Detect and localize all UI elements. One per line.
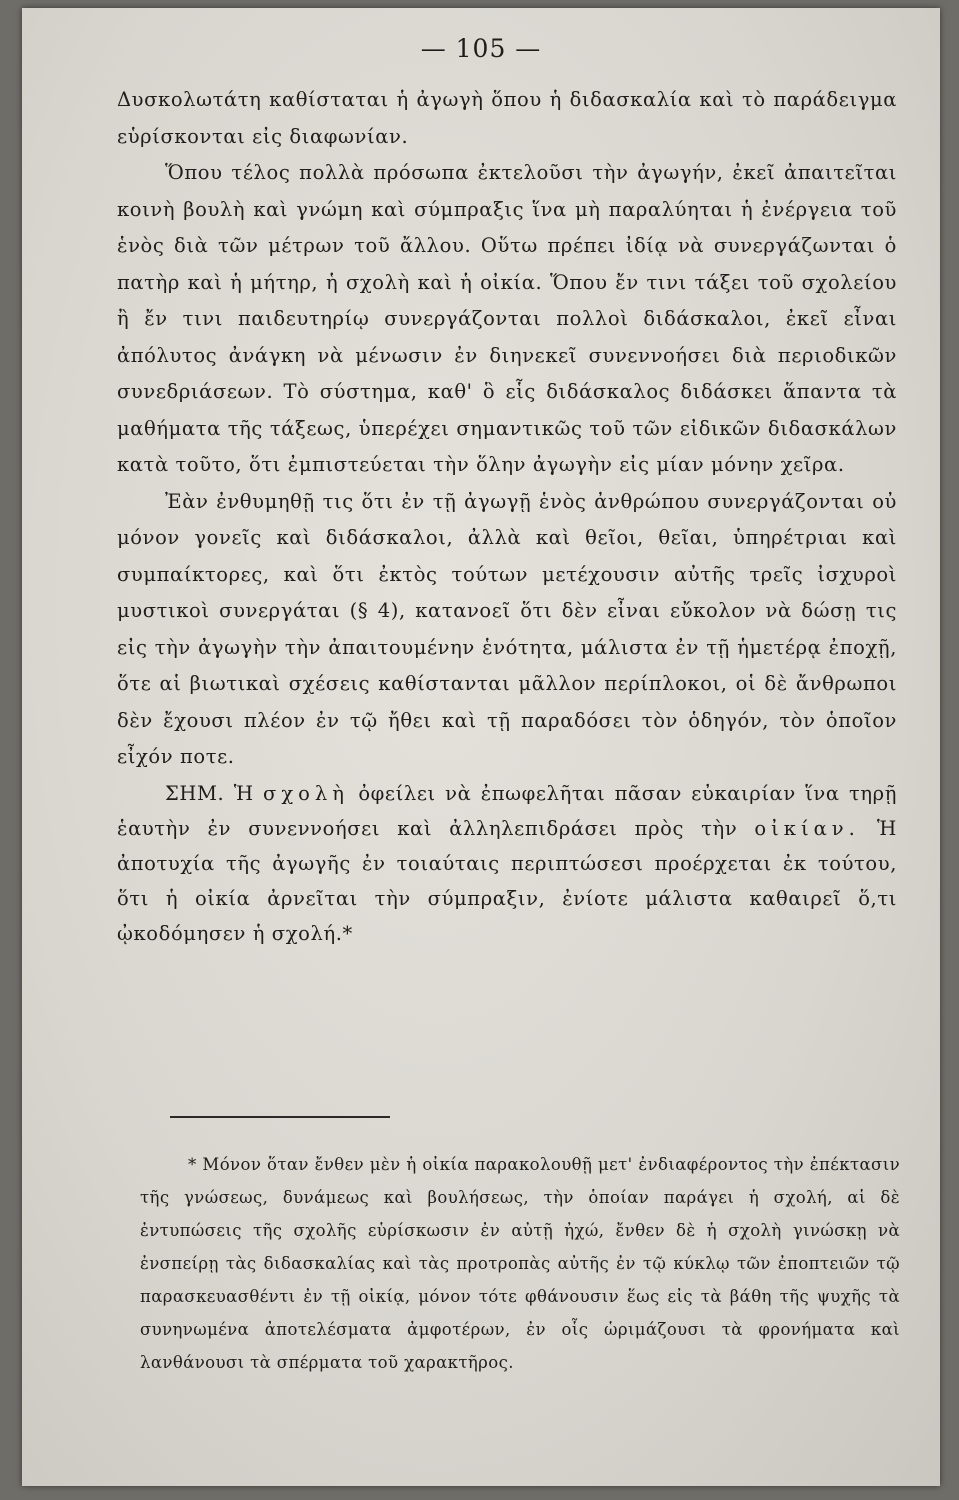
note-text-1: Ἡ xyxy=(233,781,254,805)
note-spaced-home: οἰκίαν. xyxy=(754,816,860,840)
paragraph-2: Ὅπου τέλος πολλὰ πρόσωπα ἐκτελοῦσι τὴν ἀγωγήν, ἐκεῖ ἀπαιτεῖται κοινὴ βουλὴ καὶ γνώμη καὶ σύμπραξις ἵνα μὴ παραλύηται ἡ ἐνέργεια τοῦ ἑνὸς διὰ τῶν μέτρων τοῦ ἄλλου. Οὕτω πρέπει ἰδίᾳ νὰ συνεργάζωνται ὁ πατὴρ καὶ ἡ μήτηρ, ἡ σχολὴ καὶ ἡ οἰκία. Ὅπου ἔν τινι τάξει τοῦ σχολείου ἢ ἔν τινι παιδευτηρίῳ συνεργάζονται πολλοὶ διδάσκαλοι, ἐκεῖ εἶναι ἀπόλυτος ἀνάγκη νὰ μένωσιν ἐν διηνεκεῖ συνεννοήσει διὰ περιοδικῶν συνεδριάσεων. Τὸ σύστημα, καθ' ὃ εἷς διδάσκαλος διδάσκει ἅπαντα τὰ μαθήματα τῆς τάξεως, ὑπερέχει σημαντικῶς τοῦ τῶν εἰδικῶν διδασκάλων κατὰ τοῦτο, ὅτι ἐμπιστεύεται τὴν ὅλην ἀγωγὴν εἰς μίαν μόνην χεῖρα. xyxy=(117,161,897,476)
note-text-2: ὀφείλει νὰ ἐπωφελῆται πᾶσαν εὐκαιρίαν ἵνα τηρῇ ἑαυτὴν ἐν συνεννοήσει καὶ ἀλληλεπιδράσει πρὸς τὴν xyxy=(117,781,897,840)
note-text-3: Ἡ ἀποτυχία τῆς ἀγωγῆς ἐν τοιαύταις περιπτώσεσι προέρχεται ἐκ τούτου, ὅτι ἡ οἰκία ἀρνεῖται τὴν σύμπραξιν, ἐνίοτε μάλιστα καθαιρεῖ ὅ,τι ᾠκοδόμησεν ἡ σχολή.* xyxy=(117,816,897,945)
footnote-separator xyxy=(170,1116,390,1118)
footnote xyxy=(140,1148,900,1379)
paragraph-3: Ἐὰν ἐνθυμηθῇ τις ὅτι ἐν τῇ ἀγωγῇ ἑνὸς ἀνθρώπου συνεργάζονται οὐ μόνον γονεῖς καὶ διδάσκαλοι, ἀλλὰ καὶ θεῖοι, θεῖαι, ὑπηρέτριαι καὶ συμπαίκτορες, καὶ ὅτι ἐκτὸς τούτων μετέχουσιν αὐτῆς τρεῖς ἰσχυροὶ μυστικοὶ συνεργάται (§ 4), κατανοεῖ ὅτι δὲν εἶναι εὔκολον νὰ δώσῃ τις εἰς τὴν ἀγωγὴν τὴν ἀπαιτουμένην ἑνότητα, μάλιστα ἐν τῇ ἡμετέρᾳ ἐποχῇ, ὅτε αἱ βιωτικαὶ σχέσεις καθίστανται μᾶλλον περίπλοκοι, οἱ δὲ ἄνθρωποι δὲν ἔχουσι πλέον ἐν τῷ ἤθει καὶ τῇ παραδόσει τὸν ὁδηγόν, τὸν ὁποῖον εἶχόν ποτε. xyxy=(117,489,897,768)
note-spaced-school: σχολὴ xyxy=(263,781,349,805)
paragraph-1: Δυσκολωτάτη καθίσταται ἡ ἀγωγὴ ὅπου ἡ διδασκαλία καὶ τὸ παράδειγμα εὑρίσκονται εἰς διαφωνίαν. xyxy=(117,88,897,148)
note-label: ΣΗΜ. xyxy=(165,781,225,805)
main-text xyxy=(117,82,897,951)
page-number: — 105 — xyxy=(420,34,542,63)
note-paragraph xyxy=(117,776,897,951)
footnote-text: * Μόνον ὅταν ἔνθεν μὲν ἡ οἰκία παρακολουθῇ μετ' ἐνδιαφέροντος τὴν ἐπέκτασιν τῆς γνώσεως, δυνάμεως καὶ βουλήσεως, τὴν ὁποίαν παράγει ἡ σχολή, αἱ δὲ ἐντυπώσεις τῆς σχολῆς εὑρίσκωσιν ἐν αὐτῇ ἠχώ, ἔνθεν δὲ ἡ σχολὴ γινώσκῃ νὰ ἐνσπείρῃ τὰς διδασκαλίας καὶ τὰς προτροπὰς αὐτῆς ἐν τῷ κύκλῳ τῶν ἐποπτειῶν τῷ παρασκευασθέντι ἐν τῇ οἰκίᾳ, μόνον τότε φθάνουσιν ἕως εἰς τὰ βάθη τῆς ψυχῆς τὰ συνηνωμένα ἀποτελέσματα ἀμφοτέρων, ἐν οἷς ὡριμάζουσι τὰ φρονήματα καὶ λανθάνουσι τὰ σπέρματα τοῦ χαρακτῆρος. xyxy=(140,1155,900,1372)
book-page xyxy=(22,8,940,1486)
